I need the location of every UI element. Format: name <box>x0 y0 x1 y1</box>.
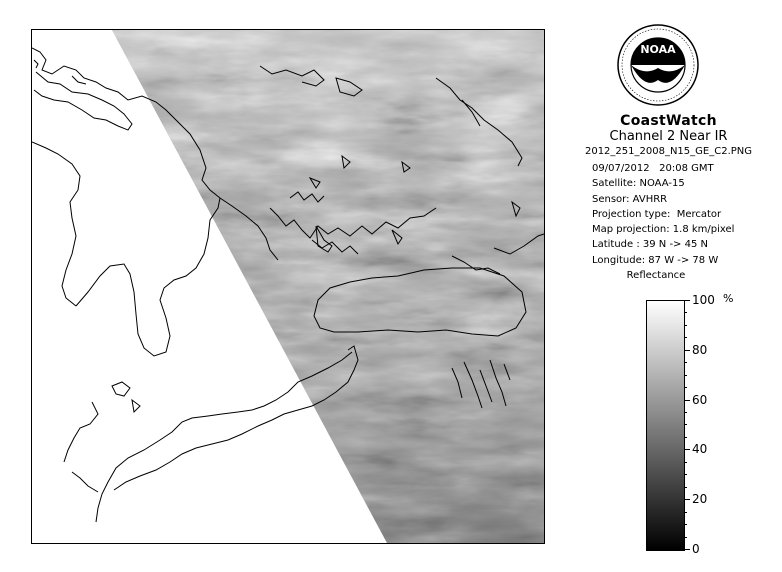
colorbar-tick-label: 20 <box>692 492 708 506</box>
colorbar-tick-label: 60 <box>692 393 708 407</box>
colorbar-minor-tick <box>684 537 687 538</box>
colorbar-tick-label: 100 <box>692 293 715 307</box>
channel-subtitle: Channel 2 Near IR <box>609 129 728 144</box>
colorbar-minor-tick <box>684 312 687 313</box>
colorbar-tick <box>684 449 690 450</box>
colorbar-tick <box>684 499 690 500</box>
colorbar-minor-tick <box>684 362 687 363</box>
noaa-logo-text: NOAA <box>640 43 676 56</box>
colorbar-title: Reflectance <box>626 270 686 281</box>
colorbar-minor-tick <box>684 474 687 475</box>
colorbar-tick-label: 80 <box>692 343 708 357</box>
colorbar-tick-label: 40 <box>692 442 708 456</box>
metadata-block <box>592 161 734 268</box>
satellite-text: Satellite: NOAA-15 <box>592 178 685 190</box>
satellite-map <box>32 30 544 543</box>
colorbar-minor-tick <box>684 487 687 488</box>
image-filename: 2012_251_2008_N15_GE_C2.PNG <box>584 146 753 157</box>
colorbar-tick <box>684 400 690 401</box>
reflectance-colorbar <box>646 300 685 551</box>
colorbar-tick <box>684 300 690 301</box>
colorbar-minor-tick <box>684 325 687 326</box>
colorbar-minor-tick <box>684 424 687 425</box>
map-projection-text: Map projection: 1.8 km/pixel <box>592 224 735 236</box>
latitude-text: Latitude : 39 N -> 45 N <box>592 239 708 251</box>
projection-type-text: Projection type: Mercator <box>592 208 722 220</box>
colorbar-minor-tick <box>684 337 687 338</box>
colorbar-minor-tick <box>684 387 687 388</box>
colorbar-unit: % <box>723 292 734 305</box>
colorbar-minor-tick <box>684 375 687 376</box>
datetime-text: 09/07/2012 20:08 GMT <box>592 163 714 174</box>
colorbar-minor-tick <box>684 437 687 438</box>
colorbar-minor-tick <box>684 412 687 413</box>
colorbar-minor-tick <box>684 512 687 513</box>
colorbar-tick <box>684 549 690 550</box>
colorbar-tick-label: 0 <box>692 542 700 556</box>
app-title: CoastWatch <box>620 113 717 129</box>
noaa-logo <box>617 24 699 106</box>
sensor-text: Sensor: AVHRR <box>592 193 668 205</box>
colorbar-minor-tick <box>684 462 687 463</box>
longitude-text: Longitude: 87 W -> 78 W <box>592 254 719 266</box>
noaa-seal-icon <box>617 24 699 106</box>
colorbar-minor-tick <box>684 524 687 525</box>
colorbar-tick <box>684 350 690 351</box>
satellite-image-panel <box>31 29 545 544</box>
